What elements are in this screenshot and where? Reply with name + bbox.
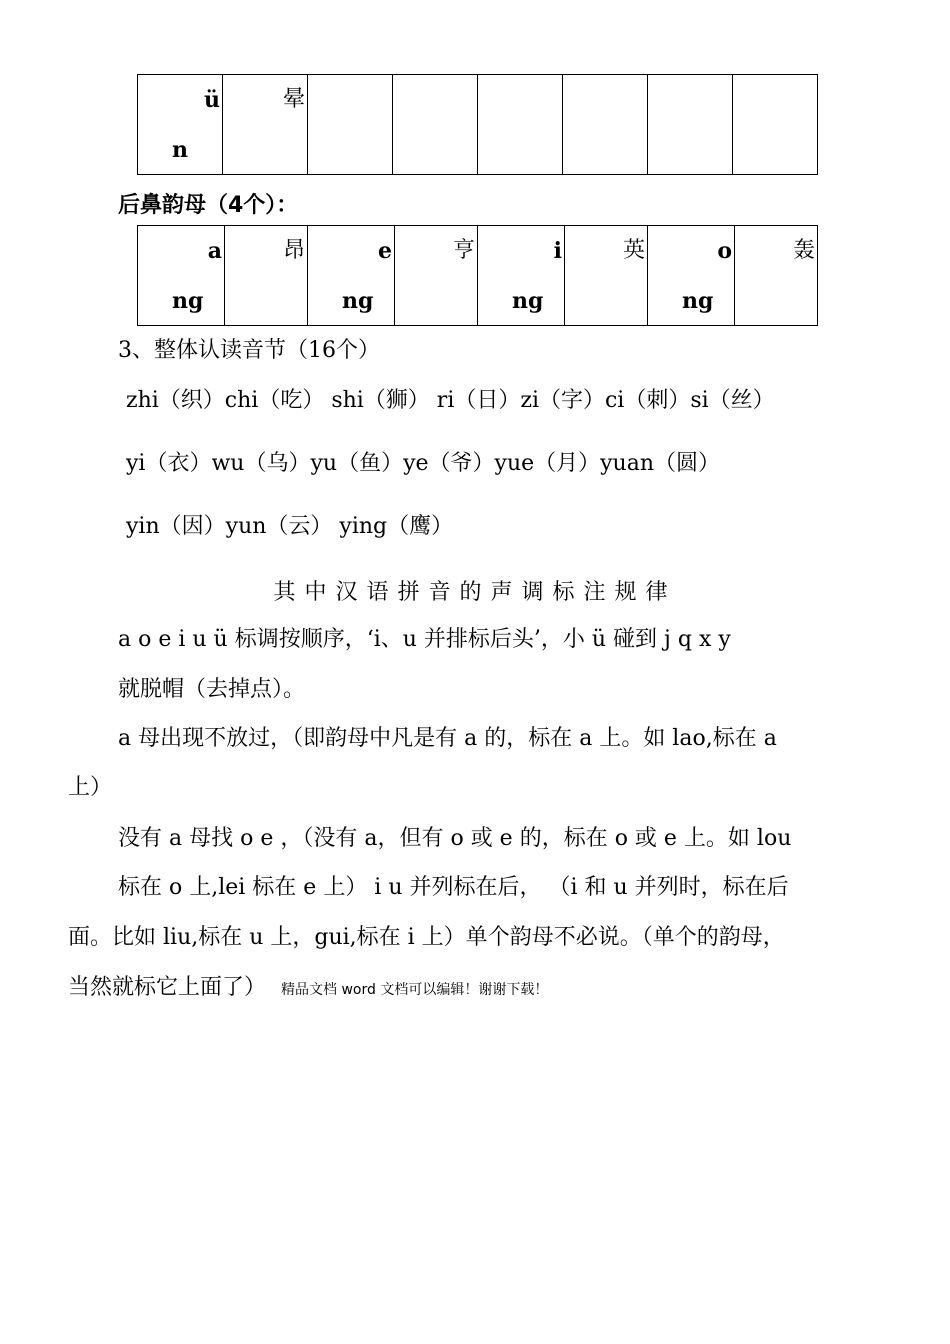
section-3-heading: 3、整体认读音节（16个） (118, 338, 380, 363)
table-back-nasal (137, 225, 818, 326)
cell-bottom-text: ng (682, 288, 714, 314)
table-cell (308, 75, 393, 175)
table-cell (138, 75, 223, 175)
syllables-row-1: zhi（织）chi（吃） shi（狮） ri（日）zi（字）ci（刺）si（丝） (126, 388, 775, 413)
table-cell (648, 75, 733, 175)
cell-bottom-text: n (172, 137, 188, 163)
cell-top-text: 轰 (792, 238, 815, 263)
table-cell (225, 226, 308, 326)
table-cell (565, 226, 648, 326)
cell-top-text: 晕 (282, 87, 305, 112)
cell-bottom-text: ng (342, 288, 374, 314)
cell-top-text: ü (204, 87, 220, 113)
table-cell (478, 75, 563, 175)
table-cell (138, 226, 225, 326)
cell-top-text: 英 (622, 238, 645, 263)
syllables-row-3: yin（因）yun（云） ying（鹰） (126, 514, 454, 539)
table-cell (393, 75, 478, 175)
rule-paragraph-line: a o e i u ü 标调按顺序，‘i、u 并排标后头’，小 ü 碰到 j q x y (118, 627, 731, 652)
footer-note: 精品文档 word 文档可以编辑！谢谢下载！ (281, 982, 549, 998)
cell-bottom-text: ng (512, 288, 544, 314)
table-cell (478, 226, 565, 326)
cell-top-text: o (717, 238, 732, 264)
table-cell (563, 75, 648, 175)
rule-text: 当然就标它上面了） (68, 975, 267, 1000)
cell-top-text: a (207, 238, 222, 264)
table-cell (308, 226, 395, 326)
rule-paragraph-line: 就脱帽（去掉点）。 (118, 677, 306, 702)
heading-back-nasal: 后鼻韵母（4个）： (118, 193, 299, 218)
table-cell (223, 75, 308, 175)
syllables-row-2: yi（衣）wu（乌）yu（鱼）ye（爷）yue（月）yuan（圆） (126, 451, 721, 476)
cell-bottom-text: ng (172, 288, 204, 314)
table-cell (648, 226, 735, 326)
rule-paragraph-line: 没有 a 母找 o e ，（没有 a，但有 o 或 e 的，标在 o 或 e 上。如 lou (118, 826, 792, 851)
table-front-nasal-continued (137, 74, 818, 175)
table-cell (733, 75, 818, 175)
rule-paragraph-line: a 母出现不放过，（即韵母中凡是有 a 的，标在 a 上。如 lao,标在 a (118, 726, 777, 751)
rule-paragraph-line (68, 973, 548, 1005)
cell-top-text: i (553, 238, 562, 264)
cell-top-text: e (378, 238, 392, 264)
cell-top-text: 亨 (452, 238, 475, 263)
rule-paragraph-line: 面。比如 liu,标在 u 上，gui,标在 i 上）单个韵母不必说。（单个的韵母， (68, 925, 785, 950)
table-cell (735, 226, 818, 326)
cell-top-text: 昂 (282, 238, 305, 263)
table-cell (395, 226, 478, 326)
rules-title: 其中汉语拼音的声调标注规律 (273, 580, 677, 605)
rule-paragraph-line: 上） (68, 775, 113, 800)
rule-paragraph-line: 标在 o 上,lei 标在 e 上） i u 并列标在后， （i 和 u 并列时，标在后 (118, 875, 789, 900)
